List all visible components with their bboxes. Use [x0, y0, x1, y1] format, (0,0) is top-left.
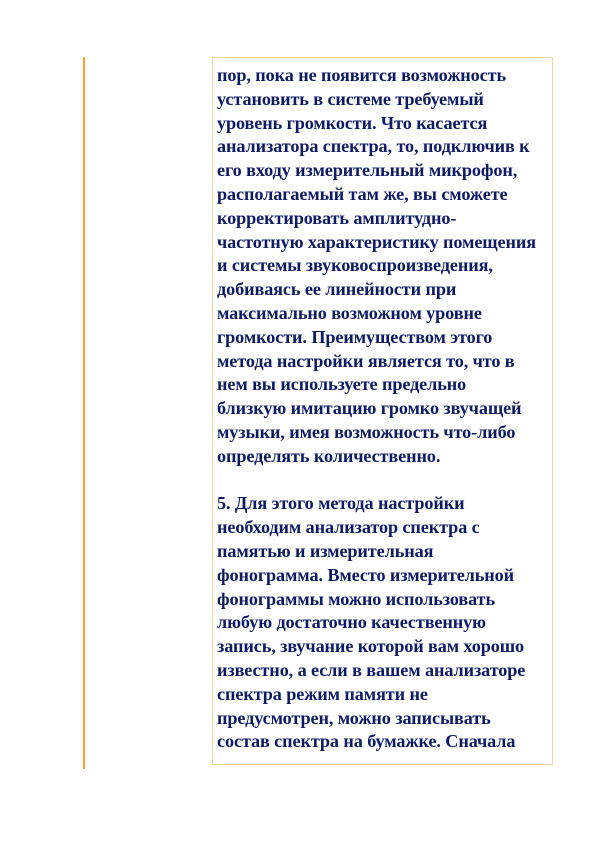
text-line: корректировать амплитудно- [217, 207, 457, 228]
text-line: громкости. Преимуществом этого [217, 326, 493, 347]
text-line: нем вы используете предельно [217, 374, 467, 395]
text-line: состав спектра на бумажке. Сначала [217, 731, 516, 752]
text-line: уровень громкости. Что касается [217, 112, 488, 133]
text-line: близкую имитацию громко звучащей [217, 398, 522, 419]
text-line: памятью и измерительная [217, 540, 434, 561]
text-line: и системы звуковоспроизведения, [217, 255, 493, 276]
paragraph-1 [217, 64, 548, 469]
text-line: частотную характеристику помещения [217, 231, 537, 252]
text-line: спектра режим памяти не [217, 683, 428, 704]
text-frame [212, 57, 553, 765]
text-line: пор, пока не появится возможность [217, 65, 506, 85]
text-line: определять количественно. [217, 445, 441, 466]
text-line: известно, а если в вашем анализаторе [217, 659, 526, 680]
text-line: любую достаточно качественную [217, 612, 486, 633]
text-line: анализатора спектра, то, подключив к [217, 136, 530, 157]
text-line: 5. Для этого метода настройки [217, 493, 465, 514]
text-line: установить в системе требуемый [217, 88, 484, 109]
text-line: максимально возможном уровне [217, 302, 482, 323]
text-line: фонограмма. Вместо измерительной [217, 564, 515, 585]
text-line: необходим анализатор спектра с [217, 517, 480, 538]
text-line: располагаемый там же, вы сможете [217, 183, 508, 204]
paragraph-spacer [217, 469, 548, 493]
text-line: добиваясь ее линейности при [217, 279, 457, 300]
left-margin-rule [83, 57, 85, 769]
text-line: предусмотрен, можно записывать [217, 707, 491, 728]
text-line: запись, звучание которой вам хорошо [217, 636, 525, 657]
paragraph-2 [217, 492, 548, 754]
text-line: музыки, имея возможность что-либо [217, 421, 516, 442]
text-line: его входу измерительный микрофон, [217, 160, 518, 181]
text-line: метода настройки является то, что в [217, 350, 515, 371]
text-line: фонограммы можно использовать [217, 588, 495, 609]
